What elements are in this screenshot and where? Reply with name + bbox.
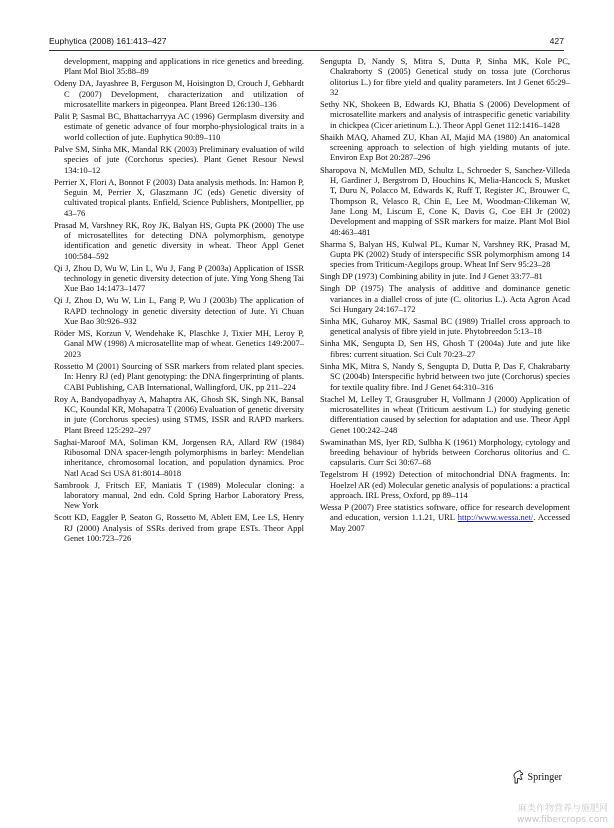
watermark-line-1: 麻类作物营养与施肥网: [517, 804, 608, 814]
reference-entry: Sethy NK, Shokeen B, Edwards KJ, Bhatia S (2006) Development of microsatellite markers and analysis of intraspecific genetic variability in chickpea (Cicer arietinum L.). Theor Appl Genet 112:1416–1428: [320, 99, 570, 130]
springer-horse-logo-icon: [512, 770, 524, 784]
reference-url-link[interactable]: http://www.wessa.net/: [457, 512, 534, 523]
running-header: [49, 34, 564, 48]
reference-entry: Shaikh MAQ, Ahamed ZU, Khan AI, Majid MA (1980) An anatomical screening approach to selection of high yielding mutants of jute. Environ Exp Bot 20:287–296: [320, 131, 570, 163]
publisher-name: Springer: [527, 771, 562, 783]
reference-entry: Qi J, Zhou D, Wu W, Lin L, Wu J, Fang P (2003a) Application of ISSR technology in genetic diversity detection of jute. Ying Yong Sheng Tai Xue Bao 14:1473–1477: [54, 262, 304, 294]
reference-entry: Tegelstrom H (1992) Detection of mitochondrial DNA fragments. In: Hoelzel AR (ed) Molecular genetic analysis of populations: a practical approach. IRL Press, Oxford, pp 89–114: [320, 469, 570, 500]
reference-entry: Rossetto M (2001) Sourcing of SSR markers from related plant species. In: Henry RJ (ed) Plant genotyping: the DNA fingerprinting of plants. CABI Publishing, CAB International, Wallingford, UK, pp 211–224: [54, 360, 304, 392]
reference-entry: Palve SM, Sinha MK, Mandal RK (2003) Preliminary evaluation of wild species of jute (Corchorus species). Plant Genet Resour Newsl 134:10–12: [54, 143, 304, 175]
reference-entry: Prasad M, Varshney RK, Roy JK, Balyan HS, Gupta PK (2000) The use of microsatellites for detecting DNA polymorphism, genotype identification and genetic diversity in wheat. Theor Appl Genet 100:584–592: [54, 219, 304, 261]
reference-entry-wessa: [320, 502, 570, 533]
reference-entry: Stachel M, Lelley T, Grausgruber H, Vollmann J (2000) Application of microsatellites in wheat (Triticum aestivum L.) for studying genetic differentiation caused by selection for adaptation and use. Theor Appl Genet 100:242–248: [320, 393, 570, 435]
reference-entry: Saghai-Maroof MA, Soliman KM, Jorgensen RA, Allard RW (1984) Ribosomal DNA spacer-length polymorphisms in barley: Mendelian inheritance, chromosomal location, and population dynamics. Proc Natl Acad Sci USA 81:8014–8018: [54, 436, 304, 478]
reference-entry: Odeny DA, Jayashree B, Ferguson M, Hoisington D, Crouch J, Gebhardt C (2007) Development, characterization and utilization of microsatellite markers in pigeonpea. Plant Breed 126:130–136: [54, 78, 304, 110]
watermark-line-2: www.fibercrops.com: [517, 815, 608, 825]
journal-citation: Euphytica (2008) 161:413–427: [49, 36, 167, 46]
reference-text: Wessa P (2007) Free statistics software, office for research development and education, version 1.1.21, URL: [320, 502, 570, 523]
header-rule: [49, 50, 564, 51]
reference-entry: Sengupta D, Nandy S, Mitra S, Dutta P, Sinha MK, Kole PC, Chakraborty S (2005) Genetical study on tossa jute (Corchorus olitorius L.) for fibre yield and quality parameters. Int J Genet 65:29–32: [320, 56, 570, 98]
reference-entry: Röder MS, Korzun V, Wendehake K, Plaschke J, Tixier MH, Leroy P, Ganal MW (1998) A microsatellite map of wheat. Genetics 149:2007–2023: [54, 328, 304, 359]
reference-entry: Scott KD, Eaggler P, Seaton G, Rossetto M, Ablett EM, Lee LS, Henry RJ (2000) Analysis of SSRs derived from grape ESTs. Theor Appl Genet 100:723–726: [54, 512, 304, 544]
reference-entry: Roy A, Bandyopadhyay A, Mahaptra AK, Ghosh SK, Singh NK, Bansal KC, Koundal KR, Mohapatra T (2006) Evaluation of genetic diversity in jute (Corchorus species) using STMS, ISSR and RAPD markers. Plant Breed 125:292–297: [54, 393, 304, 435]
reference-entry: Singh DP (1975) The analysis of additive and dominance genetic variances in a diallel cross of jute (C. olitorius L.). Acta Agron Acad Sci Hungary 24:167–172: [320, 283, 570, 315]
reference-tail: . Accessed May 2007: [330, 512, 570, 533]
page-number: 427: [549, 36, 564, 46]
reference-entry: Sinha MK, Guharoy MK, Sasmal BC (1989) Triallel cross approach to genetical analysis of fibre yield in jute. Phytobreedon 5:13–18: [320, 316, 570, 337]
reference-entry: Sinha MK, Sengupta D, Sen HS, Ghosh T (2004a) Jute and jute like fibres: current situation. Sci Cult 70:23–27: [320, 338, 570, 359]
reference-entry: Sinha MK, Mitra S, Nandy S, Sengupta D, Dutta P, Das F, Chakrabarty SC (2004b) Interspecific hybrid between two jute (Corchorus) species for textile quality fibre. Ind J Genet 64:310–316: [320, 360, 570, 392]
reference-entry: Palit P, Sasmal BC, Bhattacharryya AC (1996) Germplasm diversity and estimate of genetic advance of four morpho-physiological traits in a world collection of jute. Euphytica 90:89–110: [54, 111, 304, 142]
reference-entry: Sharma S, Balyan HS, Kulwal PL, Kumar N, Varshney RK, Prasad M, Gupta PK (2002) Study of interspecific SSR polymorphism among 14 species from Triticum-Aegilops group. Wheat Inf Serv 95:23–28: [320, 238, 570, 270]
reference-entry: Sharopova N, McMullen MD, Schultz L, Schroeder S, Sanchez-Villeda H, Gardiner J, Bergstrom D, Houchins K, Melia-Hancock S, Musket T, Duru N, Polacco M, Edwards K, Ruff T, Register JC, Brouwer C, Thompson R, Velasco R, Chin E, Lee M, Woodman-Clikeman W, Jane Long M, Liscum E, Cone K, Davis G, Coe EH Jr (2002) Development and mapping of SSR markers for maize. Plant Mol Biol 48:463–481: [320, 164, 570, 237]
reference-column-right: [320, 56, 570, 535]
site-watermark: [517, 804, 608, 826]
reference-entry: Qi J, Zhou D, Wu W, Lin L, Fang P, Wu J (2003b) The application of RAPD technology in genetic diversity detection of Jute. Yi Chuan Xue Bao 30:926–932: [54, 295, 304, 327]
reference-entry: Singh DP (1973) Combining ability in jute. Ind J Genet 33:77–81: [320, 271, 543, 282]
reference-entry: Perrier X, Flori A, Bonnot F (2003) Data analysis methods. In: Hamon P, Seguin M, Perrier X, Glaszmann JC (eds) Genetic diversity of cultivated tropical plants. Enfield, Science Publishers, Montpellier, pp 43–76: [54, 176, 304, 218]
reference-column-left: [54, 56, 304, 545]
publisher-footer: [512, 770, 562, 784]
reference-entry: Sambrook J, Fritsch EF, Maniatis T (1989) Molecular cloning: a laboratory manual, 2nd edn. Cold Spring Harbor Laboratory Press, New York: [54, 479, 304, 511]
reference-entry: development, mapping and applications in rice genetics and breeding. Plant Mol Biol 35:88–89: [64, 56, 304, 77]
reference-entry: Swaminathan MS, Iyer RD, Sulbha K (1961) Morphology, cytology and breeding behaviour of hybrids between Corchorus olitorius and C. capsularis. Curr Sci 30:67–68: [320, 436, 570, 468]
